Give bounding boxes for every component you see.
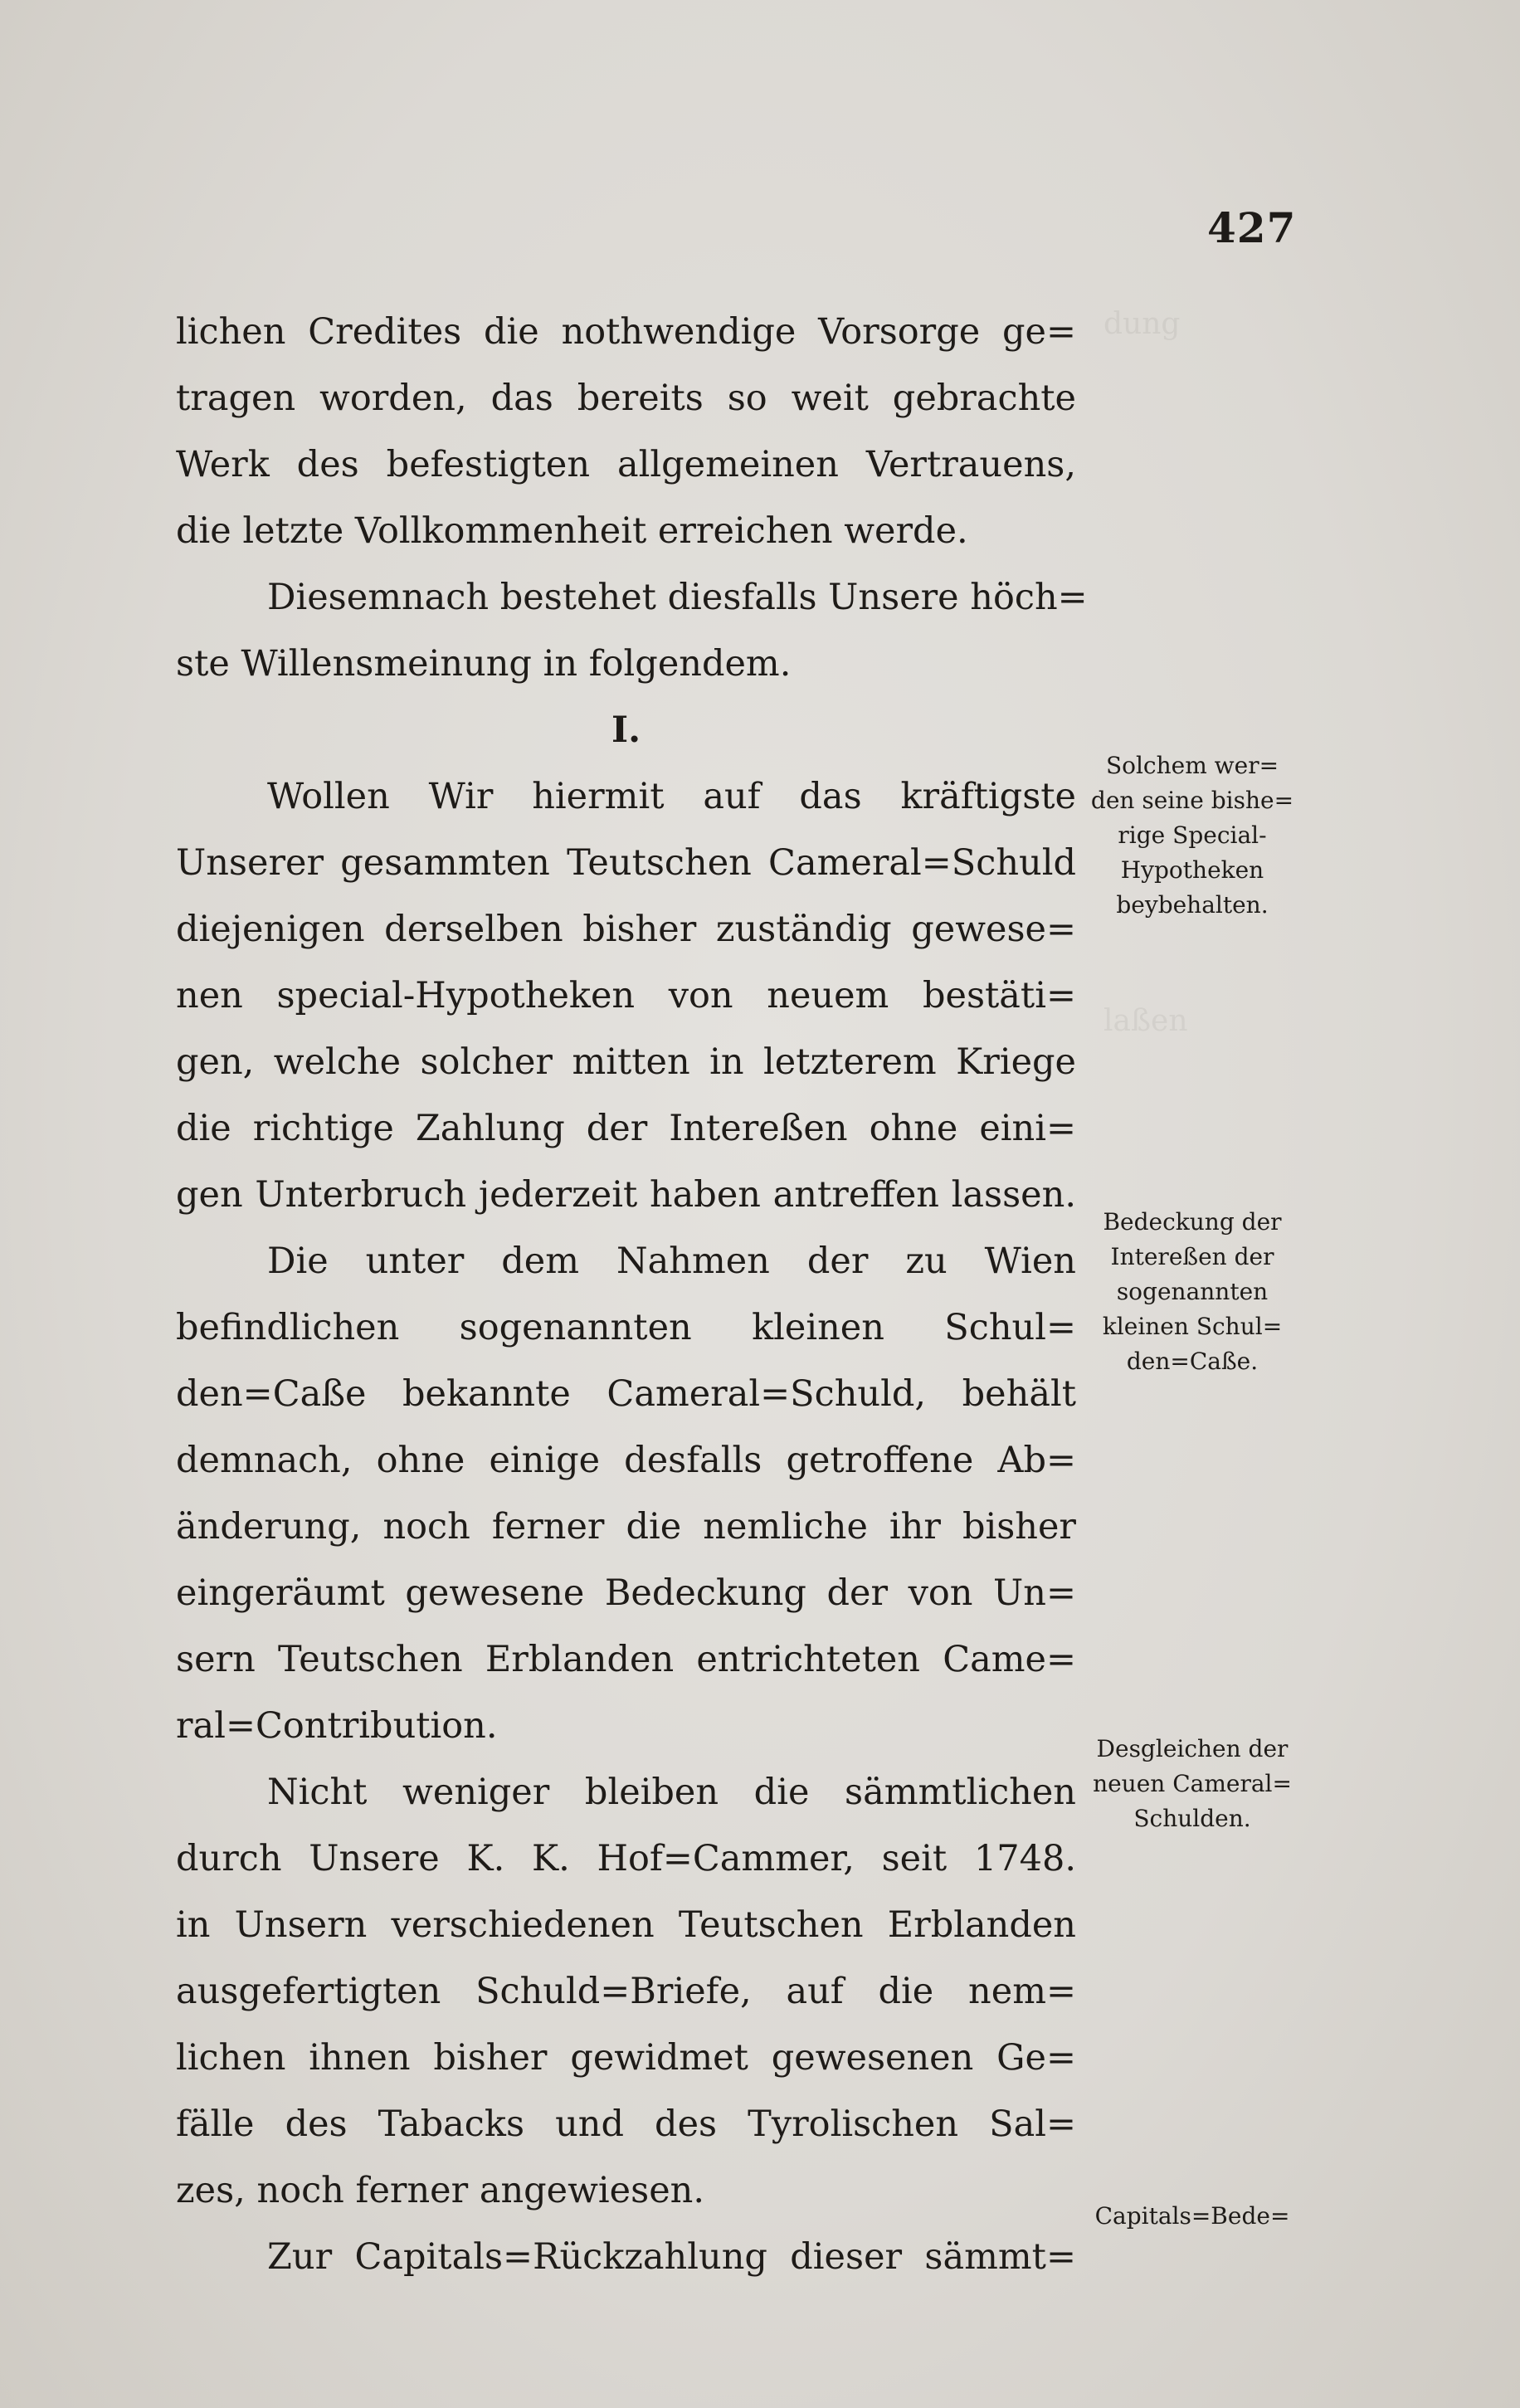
- margin-note-schulden-casse: [1080, 1205, 1304, 1379]
- margin-note-line: Solchem wer=: [1105, 752, 1279, 779]
- margin-note-line: beybehalten.: [1116, 891, 1269, 919]
- margin-note-cameral-schulden: [1080, 1732, 1304, 1836]
- text-line: ausgefertigten Schuld=Briefe, auf die nem=: [176, 1971, 1076, 2012]
- margin-note-capitals: [1080, 2199, 1304, 2234]
- text-line: gen, welche solcher mitten in letzterem Kriege: [176, 1041, 1076, 1083]
- margin-note-line: Bedeckung der: [1103, 1208, 1282, 1236]
- text-line: diejenigen derselben bisher zuständig gewese=: [176, 909, 1076, 950]
- text-line: durch Unsere K. K. Hof=Cammer, seit 1748.: [176, 1838, 1076, 1879]
- text-line: lichen ihnen bisher gewidmet gewesenen Ge=: [176, 2037, 1076, 2079]
- margin-note-line: Hypotheken: [1120, 856, 1264, 884]
- text-line: Die unter dem Nahmen der zu Wien: [267, 1241, 1076, 1282]
- text-line: Wollen Wir hiermit auf das kräftigste: [267, 776, 1076, 817]
- text-line: die richtige Zahlung der Intereßen ohne eini=: [176, 1108, 1076, 1149]
- text-line: demnach, ohne einige desfalls getroffene Ab=: [176, 1440, 1076, 1481]
- text-line: die letzte Vollkommenheit erreichen werde.: [176, 510, 968, 552]
- text-line: den=Caße bekannte Cameral=Schuld, behält: [176, 1373, 1076, 1415]
- section-heading: I.: [611, 709, 641, 751]
- text-line: gen Unterbruch jederzeit haben antreffen lassen.: [176, 1174, 1076, 1216]
- text-line: befindlichen sogenannten kleinen Schul=: [176, 1307, 1076, 1348]
- page-number: 427: [1207, 203, 1297, 252]
- text-line: nen special-Hypotheken von neuem bestäti=: [176, 975, 1076, 1016]
- text-line: Zur Capitals=Rückzahlung dieser sämmt=: [267, 2236, 1076, 2278]
- margin-note-line: Desgleichen der: [1096, 1735, 1289, 1762]
- text-line: Unserer gesammten Teutschen Cameral=Schuld: [176, 842, 1076, 884]
- text-line: Diesemnach bestehet diesfalls Unsere höch=: [267, 577, 1088, 618]
- text-line: änderung, noch ferner die nemliche ihr bisher: [176, 1506, 1076, 1548]
- text-line: ste Willensmeinung in folgendem.: [176, 643, 792, 685]
- bleed-through-text: laßen: [1103, 1004, 1188, 1038]
- bleed-through-text: dung: [1103, 307, 1181, 341]
- text-line: in Unsern verschiedenen Teutschen Erblanden: [176, 1904, 1076, 1946]
- text-line: zes, noch ferner angewiesen.: [176, 2170, 705, 2211]
- text-line: Werk des befestigten allgemeinen Vertrauens,: [176, 444, 1076, 485]
- text-line: fälle des Tabacks und des Tyrolischen Sal=: [176, 2103, 1076, 2145]
- margin-note-line: Intereßen der: [1110, 1243, 1274, 1270]
- margin-note-line: Capitals=Bede=: [1094, 2202, 1290, 2230]
- text-line: ral=Contribution.: [176, 1705, 498, 1747]
- text-line: tragen worden, das bereits so weit gebrachte: [176, 378, 1076, 419]
- text-line: eingeräumt gewesene Bedeckung der von Un=: [176, 1572, 1076, 1614]
- margin-note-line: den=Caße.: [1126, 1348, 1259, 1375]
- margin-note-line: neuen Cameral=: [1093, 1770, 1292, 1797]
- body-text: [176, 299, 1088, 2290]
- margin-note-line: kleinen Schul=: [1102, 1313, 1283, 1340]
- margin-note-line: sogenannten: [1116, 1278, 1269, 1305]
- text-line: Nicht weniger bleiben die sämmtlichen: [267, 1772, 1076, 1813]
- margin-note-line: rige Special-: [1118, 821, 1267, 849]
- text-line: sern Teutschen Erblanden entrichteten Came=: [176, 1639, 1076, 1680]
- margin-note-line: den seine bishe=: [1090, 787, 1294, 814]
- margin-note-special-hypotheken: [1080, 748, 1304, 923]
- margin-note-line: Schulden.: [1133, 1805, 1251, 1832]
- text-line: lichen Credites die nothwendige Vorsorge ge=: [176, 311, 1076, 353]
